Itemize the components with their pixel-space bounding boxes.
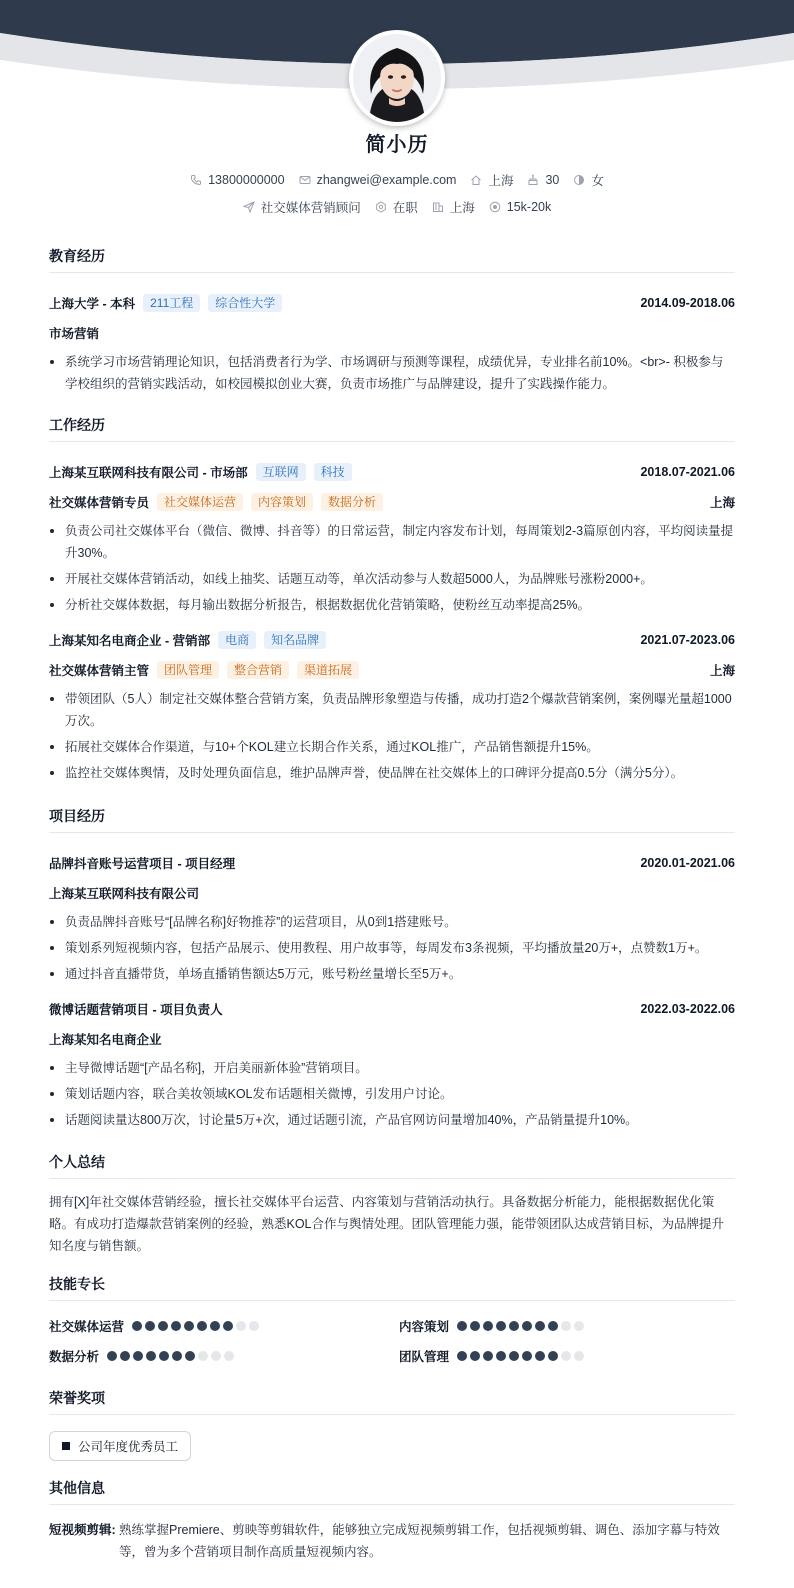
skill-dot: [132, 1321, 142, 1331]
job-salary: 15k-20k: [489, 200, 551, 214]
award-badge: [49, 1431, 191, 1461]
job-role: 社交媒体营销专员: [49, 496, 150, 510]
skill-dot: [548, 1351, 558, 1361]
major: 市场营销: [49, 327, 100, 341]
list-item: 拓展社交媒体合作渠道，与10+个KOL建立长期合作关系，通过KOL推广，产品销售额提升15%。: [49, 736, 735, 758]
job-role-row: [49, 660, 735, 680]
project-bullets: [49, 911, 735, 985]
skill-dot: [561, 1351, 571, 1361]
other-section: [49, 1478, 735, 1563]
education-section: [49, 246, 735, 395]
contact-age: 30: [527, 173, 559, 187]
award-name: 公司年度优秀员工: [78, 1440, 179, 1454]
skill-dot: [522, 1321, 532, 1331]
contact-phone: 13800000000: [190, 173, 284, 187]
tag: 211工程: [143, 294, 200, 312]
list-item: 话题阅读量达800万次，讨论量5万+次，通过话题引流，产品官网访问量增加40%，产品销量提升10%。: [49, 1109, 735, 1131]
summary-section: [49, 1152, 735, 1257]
phone-icon: [190, 174, 202, 186]
skill-dot: [185, 1351, 195, 1361]
skill-dot: [210, 1321, 220, 1331]
section-title: 荣誉奖项: [49, 1388, 735, 1415]
skill-dot: [535, 1321, 545, 1331]
section-title: 技能专长: [49, 1274, 735, 1301]
skill-dot: [184, 1321, 194, 1331]
skill-dot: [172, 1351, 182, 1361]
skill-dot: [107, 1351, 117, 1361]
skill-item: [399, 1347, 735, 1365]
skill-name: 社交媒体运营: [49, 1320, 125, 1334]
tag: 互联网: [256, 463, 306, 481]
section-title: 工作经历: [49, 415, 735, 442]
list-item: 开展社交媒体营销活动，如线上抽奖、话题互动等，单次活动参与人数超5000人，为品牌账号涨粉2000+。: [49, 568, 735, 590]
projects-section: [49, 806, 735, 1131]
skill-dot: [535, 1351, 545, 1361]
skill-dot: [509, 1351, 519, 1361]
contact-row-basic: [0, 171, 794, 189]
skill-dot: [224, 1351, 234, 1361]
awards-section: [49, 1388, 735, 1461]
skill-dot: [223, 1321, 233, 1331]
school-name: 上海大学 - 本科: [49, 297, 136, 311]
square-icon: [62, 1442, 70, 1450]
skill-dot: [159, 1351, 169, 1361]
list-item: 带领团队（5人）制定社交媒体整合营销方案，负责品牌形象塑造与传播，成功打造2个爆款营销案例，案例曝光量超1000万次。: [49, 688, 735, 732]
job-city: 上海: [432, 198, 475, 216]
skill-name: 团队管理: [399, 1350, 450, 1364]
skill-name: 数据分析: [49, 1350, 100, 1364]
list-item: 负责品牌抖音账号“[品牌名称]好物推荐”的运营项目，从0到1搭建账号。: [49, 911, 735, 933]
gender-icon: [573, 174, 585, 186]
skill-item: [49, 1347, 399, 1365]
skill-dot: [457, 1351, 467, 1361]
project-date: 2022.03-2022.06: [640, 1002, 735, 1016]
skill-level: [457, 1351, 584, 1361]
section-title: 教育经历: [49, 246, 735, 273]
skill-dot: [249, 1321, 259, 1331]
job-date: 2021.07-2023.06: [640, 633, 735, 647]
education-bullets: [49, 351, 735, 395]
company-name: 上海某互联网科技有限公司 - 市场部: [49, 466, 248, 480]
skill-dot: [197, 1321, 207, 1331]
tag: 社交媒体运营: [157, 493, 243, 511]
skill-dot: [133, 1351, 143, 1361]
tag: 电商: [218, 631, 256, 649]
job-role: 社交媒体营销主管: [49, 664, 150, 678]
cake-icon: [527, 174, 539, 186]
skill-dot: [145, 1321, 155, 1331]
coin-icon: [489, 201, 501, 213]
tag: 内容策划: [251, 493, 313, 511]
job-position: 社交媒体营销顾问: [243, 198, 361, 216]
tag: 科技: [314, 463, 352, 481]
education-entry-header: [49, 293, 735, 313]
avatar-photo: [353, 34, 441, 122]
skill-level: [457, 1321, 584, 1331]
project-name: 品牌抖音账号运营项目 - 项目经理: [49, 857, 236, 871]
skill-dot: [470, 1321, 480, 1331]
list-item: 负责公司社交媒体平台（微信、微博、抖音等）的日常运营，制定内容发布计划，每周策划2-3篇原创内容，平均阅读量提升30%。: [49, 520, 735, 564]
skill-dot: [574, 1321, 584, 1331]
skill-dot: [470, 1351, 480, 1361]
other-info-key: 短视频剪辑:: [49, 1523, 116, 1537]
job-bullets: [49, 688, 735, 784]
list-item: 分析社交媒体数据，每月输出数据分析报告，根据数据优化营销策略，使粉丝互动率提高25%。: [49, 594, 735, 616]
skill-dot: [146, 1351, 156, 1361]
skill-dot: [496, 1321, 506, 1331]
list-item: 系统学习市场营销理论知识，包括消费者行为学、市场调研与预测等课程，成绩优异，专业排名前10%。<br>- 积极参与学校组织的营销实践活动，如校园模拟创业大赛，负责市场推广与品牌建设，提升了实践操作能力。: [49, 351, 735, 395]
building-icon: [432, 201, 444, 213]
skills-grid: [49, 1317, 735, 1365]
education-date: 2014.09-2018.06: [640, 296, 735, 310]
other-info-row: [49, 1519, 735, 1563]
summary-text: 拥有[X]年社交媒体营销经验，擅长社交媒体平台运营、内容策划与营销活动执行。具备数据分析能力，能根据数据优化策略。有成功打造爆款营销案例的经验，熟悉KOL合作与舆情处理。团队管理能力强，能带领团队达成营销目标，为品牌提升知名度与销售额。: [49, 1195, 725, 1253]
project-org: 上海某知名电商企业: [49, 1033, 162, 1047]
job-status: 在职: [375, 198, 418, 216]
skill-dot: [198, 1351, 208, 1361]
company-name: 上海某知名电商企业 - 营销部: [49, 634, 211, 648]
mail-icon: [299, 174, 311, 186]
skill-dot: [574, 1351, 584, 1361]
skill-item: [399, 1317, 735, 1335]
contact-location: 上海: [470, 171, 513, 189]
project-name: 微博话题营销项目 - 项目负责人: [49, 1003, 223, 1017]
list-item: 策划系列短视频内容，包括产品展示、使用教程、用户故事等，每周发布3条视频，平均播放量20万+，点赞数1万+。: [49, 937, 735, 959]
project-header: [49, 853, 735, 873]
job-date: 2018.07-2021.06: [640, 465, 735, 479]
home-icon: [470, 174, 482, 186]
tag: 数据分析: [321, 493, 383, 511]
contact-row-job: [0, 198, 794, 216]
candidate-name: 简小历: [365, 134, 429, 156]
section-title: 其他信息: [49, 1478, 735, 1505]
job-header: [49, 462, 735, 482]
skill-dot: [211, 1351, 221, 1361]
skill-dot: [236, 1321, 246, 1331]
tag: 渠道拓展: [297, 661, 359, 679]
contact-email: zhangwei@example.com: [299, 173, 457, 187]
tag: 知名品牌: [264, 631, 326, 649]
tag: 团队管理: [157, 661, 219, 679]
other-info-value: 熟练掌握Premiere、剪映等剪辑软件，能够独立完成短视频剪辑工作，包括视频剪辑、调色、添加字幕与特效等，曾为多个营销项目制作高质量短视频内容。: [119, 1523, 720, 1559]
list-item: 通过抖音直播带货，单场直播销售额达5万元，账号粉丝量增长至5万+。: [49, 963, 735, 985]
skill-dot: [483, 1321, 493, 1331]
skill-dot: [561, 1321, 571, 1331]
skill-level: [132, 1321, 259, 1331]
job-city: 上海: [709, 496, 735, 510]
skill-dot: [509, 1321, 519, 1331]
project-org: 上海某互联网科技有限公司: [49, 887, 200, 901]
job-role-row: [49, 492, 735, 512]
send-icon: [243, 201, 255, 213]
skill-dot: [120, 1351, 130, 1361]
skill-dot: [158, 1321, 168, 1331]
skill-dot: [483, 1351, 493, 1361]
contact-gender: 女: [573, 171, 604, 189]
list-item: 主导微博话题“[产品名称]，开启美丽新体验”营销项目。: [49, 1057, 735, 1079]
skill-dot: [548, 1321, 558, 1331]
list-item: 策划话题内容，联合美妆领域KOL发布话题相关微博，引发用户讨论。: [49, 1083, 735, 1105]
project-date: 2020.01-2021.06: [640, 856, 735, 870]
project-header: [49, 999, 735, 1019]
work-section: [49, 415, 735, 784]
skill-dot: [457, 1321, 467, 1331]
project-bullets: [49, 1057, 735, 1131]
skill-dot: [171, 1321, 181, 1331]
section-title: 个人总结: [49, 1152, 735, 1179]
tag: 综合性大学: [208, 294, 282, 312]
skill-level: [107, 1351, 234, 1361]
job-header: [49, 630, 735, 650]
avatar: [349, 30, 445, 126]
skill-name: 内容策划: [399, 1320, 450, 1334]
skill-dot: [522, 1351, 532, 1361]
job-city: 上海: [709, 664, 735, 678]
section-title: 项目经历: [49, 806, 735, 833]
skill-item: [49, 1317, 399, 1335]
tag: 整合营销: [227, 661, 289, 679]
job-bullets: [49, 520, 735, 616]
settings-icon: [375, 201, 387, 213]
list-item: 监控社交媒体舆情，及时处理负面信息，维护品牌声誉，使品牌在社交媒体上的口碑评分提高0.5分（满分5分）。: [49, 762, 735, 784]
skills-section: [49, 1274, 735, 1365]
skill-dot: [496, 1351, 506, 1361]
